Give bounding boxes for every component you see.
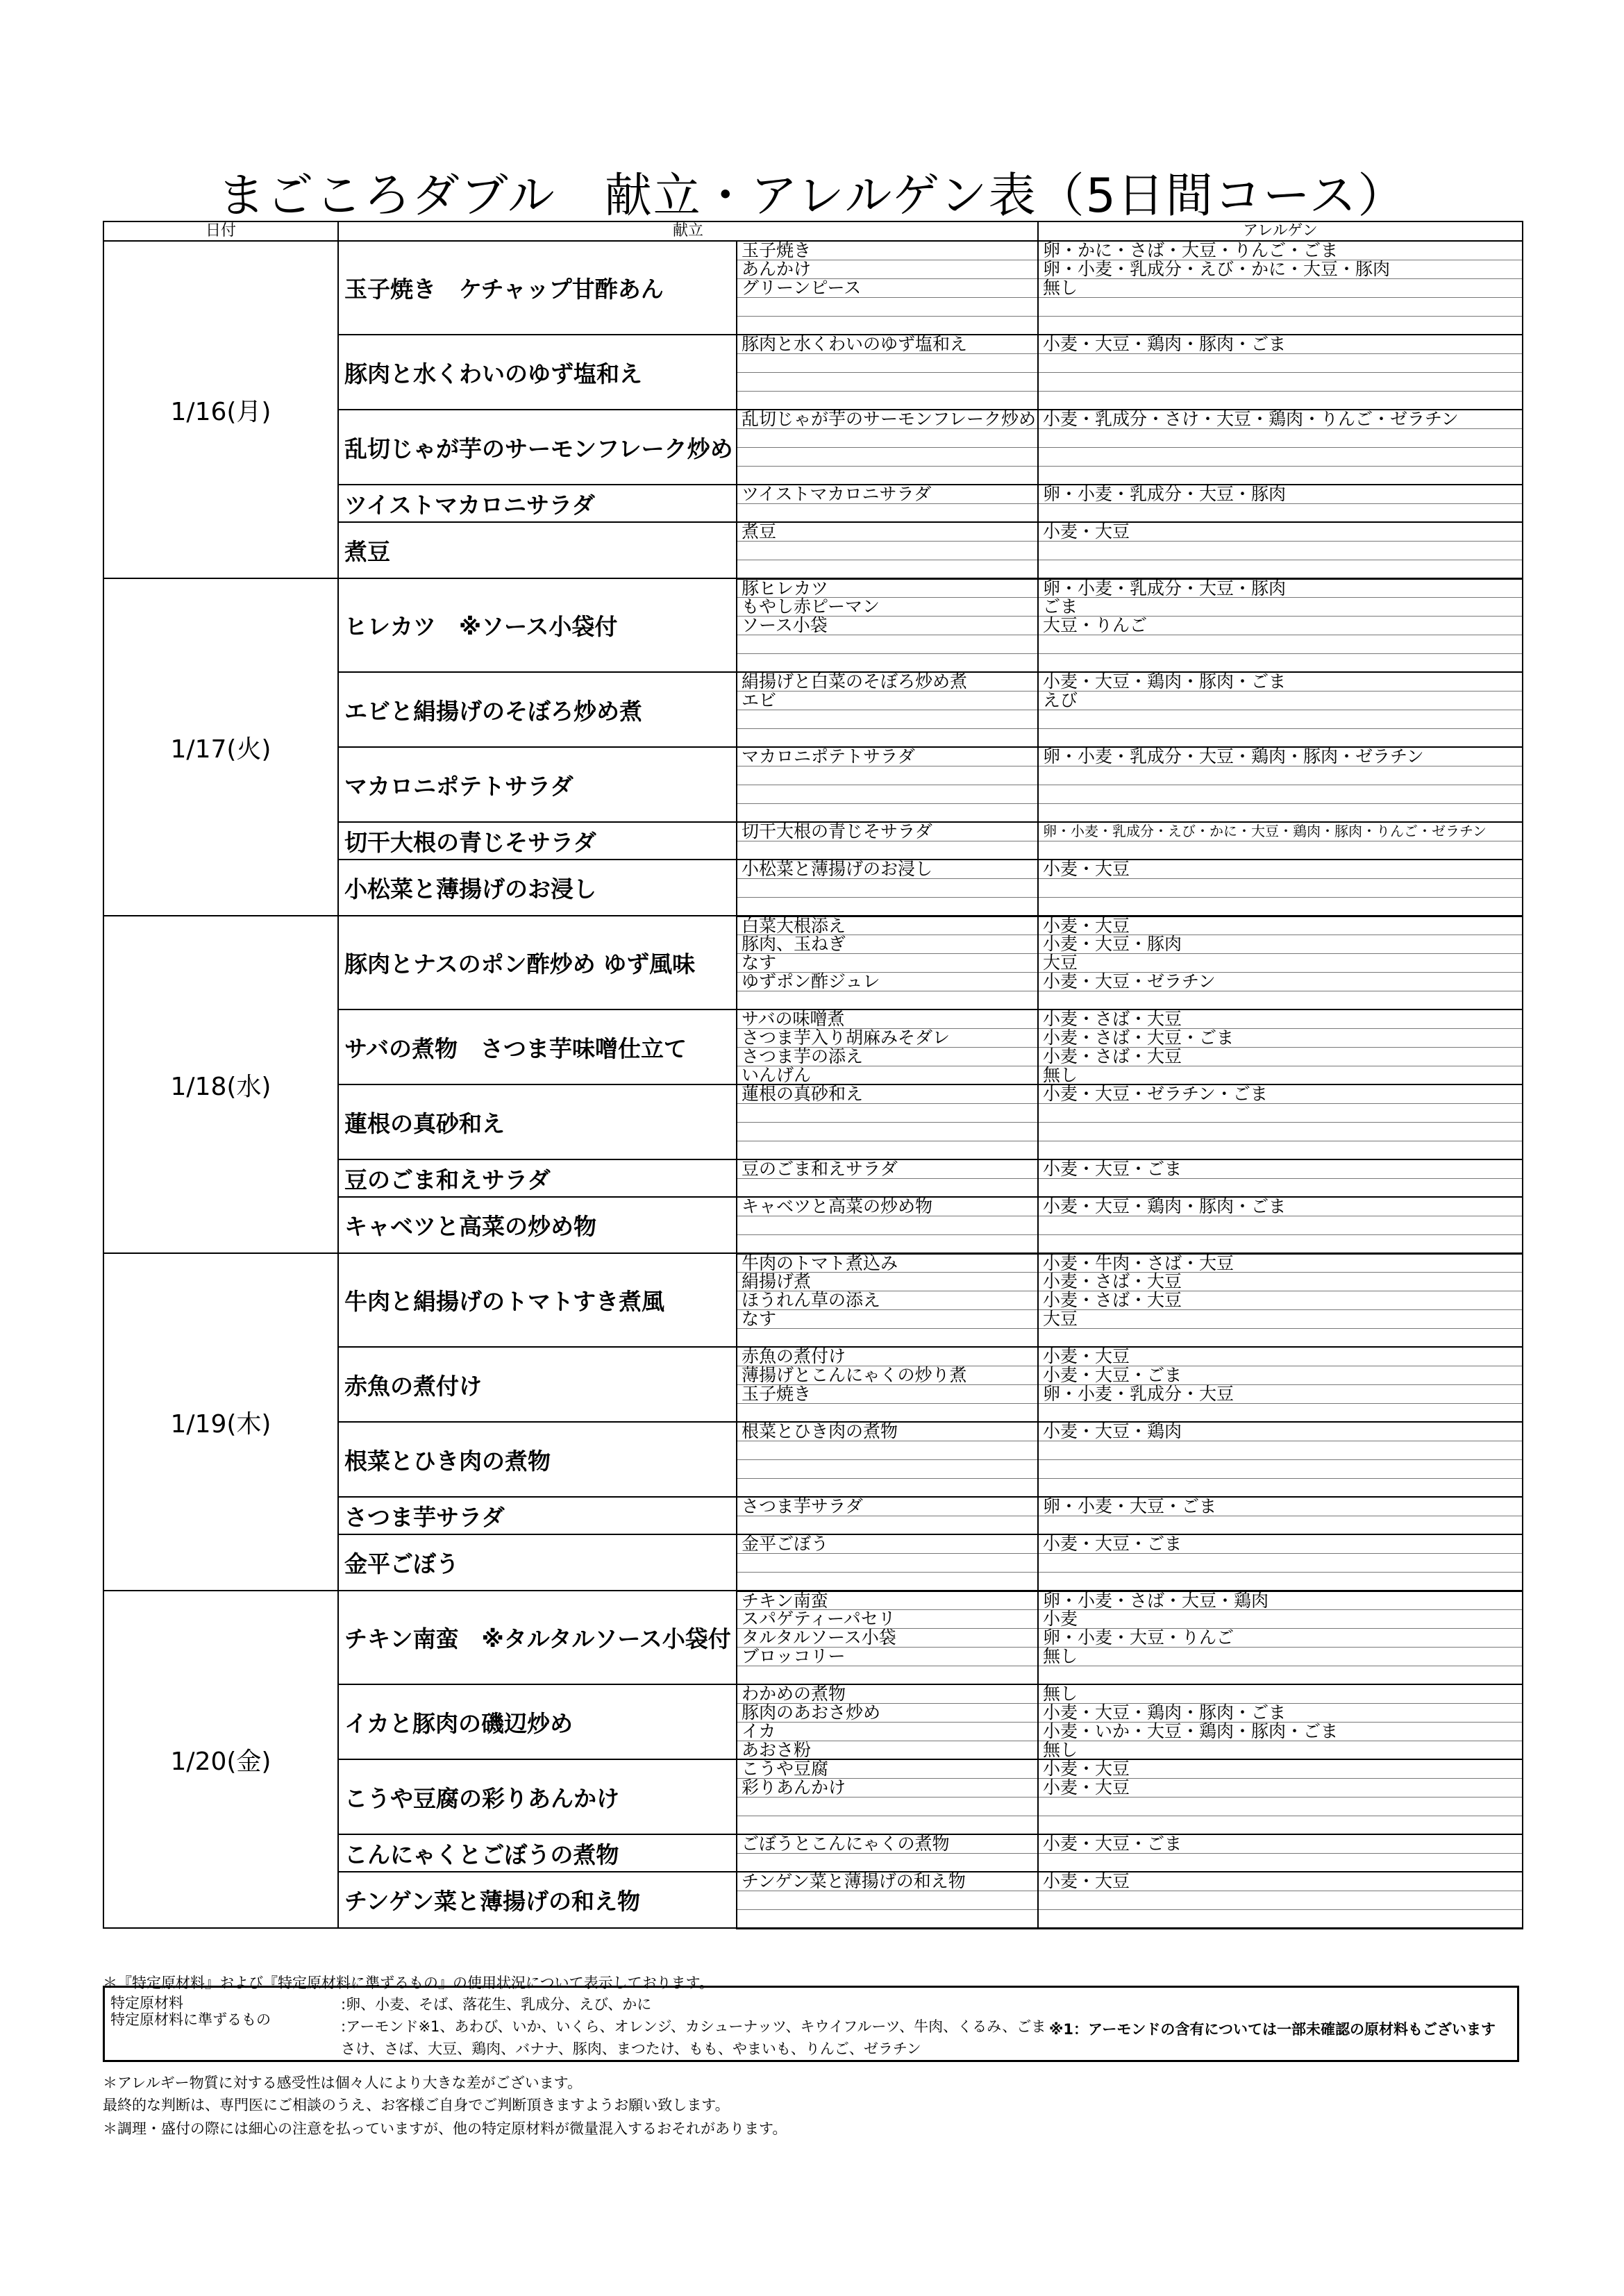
component-allergen: 卵・小麦・乳成分・えび・かに・大豆・豚肉: [1038, 260, 1523, 278]
dish-name: 玉子焼き ケチャップ甘酢あん: [338, 241, 737, 335]
component-allergen: [1038, 1103, 1523, 1122]
component-item: チキン南蛮: [737, 1591, 1038, 1609]
component-item: [737, 503, 1038, 522]
component-item: [737, 1516, 1038, 1534]
component-item: [737, 841, 1038, 860]
component-allergen: 小麦・大豆: [1038, 1778, 1523, 1797]
dish-name: 蓮根の真砂和え: [338, 1084, 737, 1159]
component-item: 牛肉のトマト煮込み: [737, 1253, 1038, 1272]
component-allergen: [1038, 503, 1523, 522]
component-allergen: [1038, 1441, 1523, 1459]
component-allergen: [1038, 653, 1523, 672]
day-date: 1/20(金): [103, 1591, 338, 1928]
legend-label-specific: 特定原材料: [110, 1995, 183, 2011]
dish-name: エビと絹揚げのそぼろ炒め煮: [338, 672, 737, 747]
component-item: [737, 803, 1038, 822]
component-item: [737, 1666, 1038, 1684]
component-item: 豚ヒレカツ: [737, 578, 1038, 597]
component-item: [737, 1797, 1038, 1816]
component-allergen: [1038, 316, 1523, 335]
footnote-judgement: 最終的な判断は、専門医にご相談のうえ、お客様ご自身でご判断頂きますようお願い致します。: [103, 2097, 730, 2113]
component-item: [737, 1891, 1038, 1909]
component-allergen: [1038, 1141, 1523, 1159]
component-item: [737, 1403, 1038, 1422]
component-allergen: [1038, 1816, 1523, 1834]
component-allergen: 小麦: [1038, 1609, 1523, 1628]
component-item: [737, 391, 1038, 410]
header-menu: 献立: [338, 221, 1038, 241]
component-allergen: [1038, 353, 1523, 372]
component-allergen: [1038, 428, 1523, 447]
dish-name: ツイストマカロニサラダ: [338, 485, 737, 522]
component-allergen: [1038, 1234, 1523, 1253]
component-item: スパゲティーパセリ: [737, 1609, 1038, 1628]
component-item: [737, 297, 1038, 316]
component-item: わかめの煮物: [737, 1684, 1038, 1703]
component-item: 金平ごぼう: [737, 1534, 1038, 1553]
component-item: タルタルソース小袋: [737, 1628, 1038, 1647]
day-date: 1/16(月): [103, 241, 338, 578]
component-item: あんかけ: [737, 260, 1038, 278]
component-allergen: 小麦・さば・大豆: [1038, 1009, 1523, 1028]
component-item: チンゲン菜と薄揚げの和え物: [737, 1872, 1038, 1891]
component-allergen: 無し: [1038, 1647, 1523, 1666]
day-date: 1/18(水): [103, 916, 338, 1253]
component-item: 蓮根の真砂和え: [737, 1084, 1038, 1103]
component-allergen: [1038, 447, 1523, 466]
component-item: [737, 785, 1038, 803]
dish-name: 豆のごま和えサラダ: [338, 1159, 737, 1197]
component-allergen: 卵・小麦・乳成分・大豆・豚肉: [1038, 578, 1523, 597]
component-item: こうや豆腐: [737, 1759, 1038, 1778]
component-allergen: 小麦・大豆・鶏肉・豚肉・ごま: [1038, 1703, 1523, 1722]
component-allergen: 大豆: [1038, 1309, 1523, 1328]
component-item: エビ: [737, 691, 1038, 710]
component-allergen: 小麦・大豆・ゼラチン・ごま: [1038, 1084, 1523, 1103]
component-item: 玉子焼き: [737, 1384, 1038, 1403]
component-item: あおさ粉: [737, 1741, 1038, 1759]
component-item: [737, 1816, 1038, 1834]
component-allergen: [1038, 1178, 1523, 1197]
component-item: [737, 316, 1038, 335]
component-allergen: 小麦・乳成分・さけ・大豆・鶏肉・りんご・ゼラチン: [1038, 410, 1523, 428]
component-allergen: [1038, 1853, 1523, 1872]
component-allergen: [1038, 391, 1523, 410]
component-allergen: 小麦・いか・大豆・鶏肉・豚肉・ごま: [1038, 1722, 1523, 1741]
component-allergen: [1038, 991, 1523, 1009]
component-allergen: 小麦・大豆・ごま: [1038, 1834, 1523, 1853]
dish-name: 切干大根の青じそサラダ: [338, 822, 737, 860]
component-item: 根菜とひき肉の煮物: [737, 1422, 1038, 1441]
component-allergen: 小麦・大豆: [1038, 522, 1523, 541]
component-item: ツイストマカロニサラダ: [737, 485, 1038, 503]
component-item: [737, 1328, 1038, 1347]
dish-name: こんにゃくとごぼうの煮物: [338, 1834, 737, 1872]
component-item: グリーンピース: [737, 278, 1038, 297]
component-item: もやし赤ピーマン: [737, 597, 1038, 616]
component-allergen: 卵・小麦・大豆・ごま: [1038, 1497, 1523, 1516]
component-allergen: [1038, 635, 1523, 653]
component-allergen: 小麦・大豆・ゼラチン: [1038, 972, 1523, 991]
component-allergen: 無し: [1038, 278, 1523, 297]
component-item: さつま芋サラダ: [737, 1497, 1038, 1516]
component-allergen: ごま: [1038, 597, 1523, 616]
component-item: [737, 1478, 1038, 1497]
dish-name: こうや豆腐の彩りあんかけ: [338, 1759, 737, 1834]
component-allergen: 大豆: [1038, 953, 1523, 972]
component-item: [737, 653, 1038, 672]
component-item: [737, 541, 1038, 560]
component-item: キャベツと高菜の炒め物: [737, 1197, 1038, 1216]
component-item: 白菜大根添え: [737, 916, 1038, 935]
component-item: なす: [737, 953, 1038, 972]
dish-name: イカと豚肉の磯辺炒め: [338, 1684, 737, 1759]
component-item: ソース小袋: [737, 616, 1038, 635]
header-date: 日付: [103, 221, 338, 241]
component-allergen: 小麦・大豆: [1038, 916, 1523, 935]
component-allergen: [1038, 1459, 1523, 1478]
component-allergen: 大豆・りんご: [1038, 616, 1523, 635]
component-allergen: 小麦・大豆・ごま: [1038, 1159, 1523, 1178]
dish-name: 赤魚の煮付け: [338, 1347, 737, 1422]
component-allergen: 無し: [1038, 1684, 1523, 1703]
page-title: まごころダブル 献立・アレルゲン表（5日間コース）: [217, 169, 1407, 224]
table-row: [103, 1253, 1523, 1272]
component-item: 玉子焼き: [737, 241, 1038, 260]
component-item: なす: [737, 1309, 1038, 1328]
component-allergen: 無し: [1038, 1741, 1523, 1759]
component-item: 切干大根の青じそサラダ: [737, 822, 1038, 841]
component-allergen: [1038, 766, 1523, 785]
component-item: 乱切じゃが芋のサーモンフレーク炒め: [737, 410, 1038, 428]
dish-name: キャベツと高菜の炒め物: [338, 1197, 737, 1253]
component-item: [737, 1853, 1038, 1872]
component-item: 豚肉と水くわいのゆず塩和え: [737, 335, 1038, 353]
component-allergen: [1038, 1478, 1523, 1497]
component-allergen: 小麦・大豆・鶏肉・豚肉・ごま: [1038, 335, 1523, 353]
footnote-sensitivity: ＊アレルギー物質に対する感受性は個々人により大きな差がございます。: [103, 2075, 582, 2091]
component-item: さつま芋入り胡麻みそダレ: [737, 1028, 1038, 1047]
component-item: [737, 1141, 1038, 1159]
dish-name: 金平ごぼう: [338, 1534, 737, 1591]
dish-name: マカロニポテトサラダ: [338, 747, 737, 822]
day-date: 1/19(木): [103, 1253, 338, 1591]
table-row: [103, 916, 1523, 935]
component-allergen: [1038, 728, 1523, 747]
component-allergen: [1038, 1122, 1523, 1141]
table-row: [103, 1591, 1523, 1609]
component-allergen: [1038, 560, 1523, 578]
component-item: ブロッコリー: [737, 1647, 1038, 1666]
component-item: [737, 991, 1038, 1009]
component-item: いんげん: [737, 1066, 1038, 1084]
component-item: 豚肉のあおさ炒め: [737, 1703, 1038, 1722]
component-allergen: [1038, 710, 1523, 728]
component-allergen: 小麦・さば・大豆: [1038, 1291, 1523, 1309]
component-item: [737, 1122, 1038, 1141]
component-item: [737, 1441, 1038, 1459]
component-allergen: 卵・小麦・さば・大豆・鶏肉: [1038, 1591, 1523, 1609]
component-item: 絹揚げと白菜のそぼろ炒め煮: [737, 672, 1038, 691]
component-allergen: [1038, 1891, 1523, 1909]
component-allergen: 小麦・大豆・鶏肉・豚肉・ごま: [1038, 1197, 1523, 1216]
component-item: 彩りあんかけ: [737, 1778, 1038, 1797]
component-item: [737, 1459, 1038, 1478]
component-allergen: 無し: [1038, 1066, 1523, 1084]
dish-name: 煮豆: [338, 522, 737, 578]
legend-value-equivalent-1: :アーモンド※1、あわび、いか、いくら、オレンジ、カシューナッツ、キウイフルーツ、牛肉、くるみ、ごま: [341, 2018, 1046, 2035]
component-allergen: 小麦・大豆・鶏肉・豚肉・ごま: [1038, 672, 1523, 691]
component-allergen: [1038, 541, 1523, 560]
component-allergen: 小麦・大豆・鶏肉: [1038, 1422, 1523, 1441]
dish-name: 乱切じゃが芋のサーモンフレーク炒め: [338, 410, 737, 485]
component-item: さつま芋の添え: [737, 1047, 1038, 1066]
component-item: [737, 560, 1038, 578]
component-item: [737, 1553, 1038, 1572]
component-allergen: [1038, 785, 1523, 803]
component-allergen: 卵・小麦・乳成分・大豆: [1038, 1384, 1523, 1403]
table-header-row: [103, 221, 1523, 241]
component-item: [737, 1572, 1038, 1591]
component-allergen: [1038, 297, 1523, 316]
footnote-top: ＊『特定原材料』および『特定原材料に準ずるもの』の使用状況について表示しております。: [103, 1975, 714, 1991]
component-item: イカ: [737, 1722, 1038, 1741]
component-item: [737, 353, 1038, 372]
component-allergen: [1038, 1909, 1523, 1928]
component-allergen: [1038, 1666, 1523, 1684]
dish-name: さつま芋サラダ: [338, 1497, 737, 1534]
component-allergen: [1038, 1403, 1523, 1422]
legend-value-specific: :卵、小麦、そば、落花生、乳成分、えび、かに: [341, 1996, 652, 2013]
component-item: 煮豆: [737, 522, 1038, 541]
component-allergen: 卵・小麦・乳成分・大豆・豚肉: [1038, 485, 1523, 503]
component-allergen: [1038, 878, 1523, 897]
component-item: [737, 878, 1038, 897]
component-item: 豆のごま和えサラダ: [737, 1159, 1038, 1178]
dish-name: チキン南蛮 ※タルタルソース小袋付: [338, 1591, 737, 1684]
component-item: サバの味噌煮: [737, 1009, 1038, 1028]
component-allergen: 小麦・さば・大豆: [1038, 1047, 1523, 1066]
legend-label-equivalent: 特定原材料に準ずるもの: [110, 2011, 271, 2028]
component-allergen: 小麦・大豆・豚肉: [1038, 935, 1523, 953]
dish-name: 小松菜と薄揚げのお浸し: [338, 860, 737, 916]
component-item: [737, 1216, 1038, 1234]
component-allergen: [1038, 1328, 1523, 1347]
component-allergen: 小麦・牛肉・さば・大豆: [1038, 1253, 1523, 1272]
component-allergen: [1038, 803, 1523, 822]
component-item: ごぼうとこんにゃくの煮物: [737, 1834, 1038, 1853]
component-allergen: 卵・小麦・乳成分・大豆・鶏肉・豚肉・ゼラチン: [1038, 747, 1523, 766]
component-item: 赤魚の煮付け: [737, 1347, 1038, 1366]
dish-name: チンゲン菜と薄揚げの和え物: [338, 1872, 737, 1928]
dish-name: 豚肉と水くわいのゆず塩和え: [338, 335, 737, 410]
component-allergen: 小麦・さば・大豆: [1038, 1272, 1523, 1291]
component-item: [737, 897, 1038, 916]
component-item: 絹揚げ煮: [737, 1272, 1038, 1291]
dish-name: サバの煮物 さつま芋味噌仕立て: [338, 1009, 737, 1084]
component-item: [737, 635, 1038, 653]
component-allergen: 小麦・大豆: [1038, 860, 1523, 878]
component-allergen: 小麦・さば・大豆・ごま: [1038, 1028, 1523, 1047]
component-allergen: [1038, 1572, 1523, 1591]
component-allergen: 小麦・大豆・ごま: [1038, 1366, 1523, 1384]
dish-name: 牛肉と絹揚げのトマトすき煮風: [338, 1253, 737, 1347]
component-item: ほうれん草の添え: [737, 1291, 1038, 1309]
component-allergen: [1038, 1216, 1523, 1234]
component-allergen: 卵・小麦・大豆・りんご: [1038, 1628, 1523, 1647]
component-item: 薄揚げとこんにゃくの炒り煮: [737, 1366, 1038, 1384]
component-allergen: [1038, 1553, 1523, 1572]
allergen-legend: [103, 1986, 1519, 2062]
legend-value-equivalent-2: さけ、さば、大豆、鶏肉、バナナ、豚肉、まつたけ、もも、やまいも、りんご、ゼラチン: [341, 2041, 921, 2057]
component-item: [737, 428, 1038, 447]
component-allergen: [1038, 1516, 1523, 1534]
legend-almond-note: ※1：アーモンドの含有については一部未確認の原材料もございます: [1049, 2021, 1496, 2038]
header-allergen: アレルゲン: [1038, 221, 1523, 241]
component-item: [737, 1103, 1038, 1122]
component-item: [737, 466, 1038, 485]
component-item: [737, 1909, 1038, 1928]
dish-name: 豚肉とナスのポン酢炒め ゆず風味: [338, 916, 737, 1009]
component-item: [737, 372, 1038, 391]
component-item: [737, 1234, 1038, 1253]
component-allergen: [1038, 841, 1523, 860]
component-item: [737, 710, 1038, 728]
footnote-contamination: ＊調理・盛付の際には細心の注意を払っていますが、他の特定原材料が微量混入するおそれがあります。: [103, 2120, 787, 2137]
component-allergen: [1038, 466, 1523, 485]
table-row: [103, 241, 1523, 260]
component-allergen: [1038, 372, 1523, 391]
component-item: マカロニポテトサラダ: [737, 747, 1038, 766]
component-allergen: 小麦・大豆・ごま: [1038, 1534, 1523, 1553]
dish-name: 根菜とひき肉の煮物: [338, 1422, 737, 1497]
component-item: [737, 1178, 1038, 1197]
component-item: 小松菜と薄揚げのお浸し: [737, 860, 1038, 878]
component-item: [737, 766, 1038, 785]
component-allergen: 小麦・大豆: [1038, 1759, 1523, 1778]
component-item: ゆずポン酢ジュレ: [737, 972, 1038, 991]
dish-name: ヒレカツ ※ソース小袋付: [338, 578, 737, 672]
component-item: [737, 447, 1038, 466]
component-allergen: 卵・小麦・乳成分・えび・かに・大豆・鶏肉・豚肉・りんご・ゼラチン: [1038, 822, 1523, 841]
component-item: [737, 728, 1038, 747]
menu-allergen-table: [103, 221, 1523, 1929]
component-allergen: 卵・かに・さば・大豆・りんご・ごま: [1038, 241, 1523, 260]
component-allergen: えび: [1038, 691, 1523, 710]
component-item: 豚肉、玉ねぎ: [737, 935, 1038, 953]
day-date: 1/17(火): [103, 578, 338, 916]
component-allergen: [1038, 1797, 1523, 1816]
table-row: [103, 578, 1523, 597]
table-body: [103, 241, 1523, 1928]
component-allergen: 小麦・大豆: [1038, 1347, 1523, 1366]
component-allergen: 小麦・大豆: [1038, 1872, 1523, 1891]
component-allergen: [1038, 897, 1523, 916]
